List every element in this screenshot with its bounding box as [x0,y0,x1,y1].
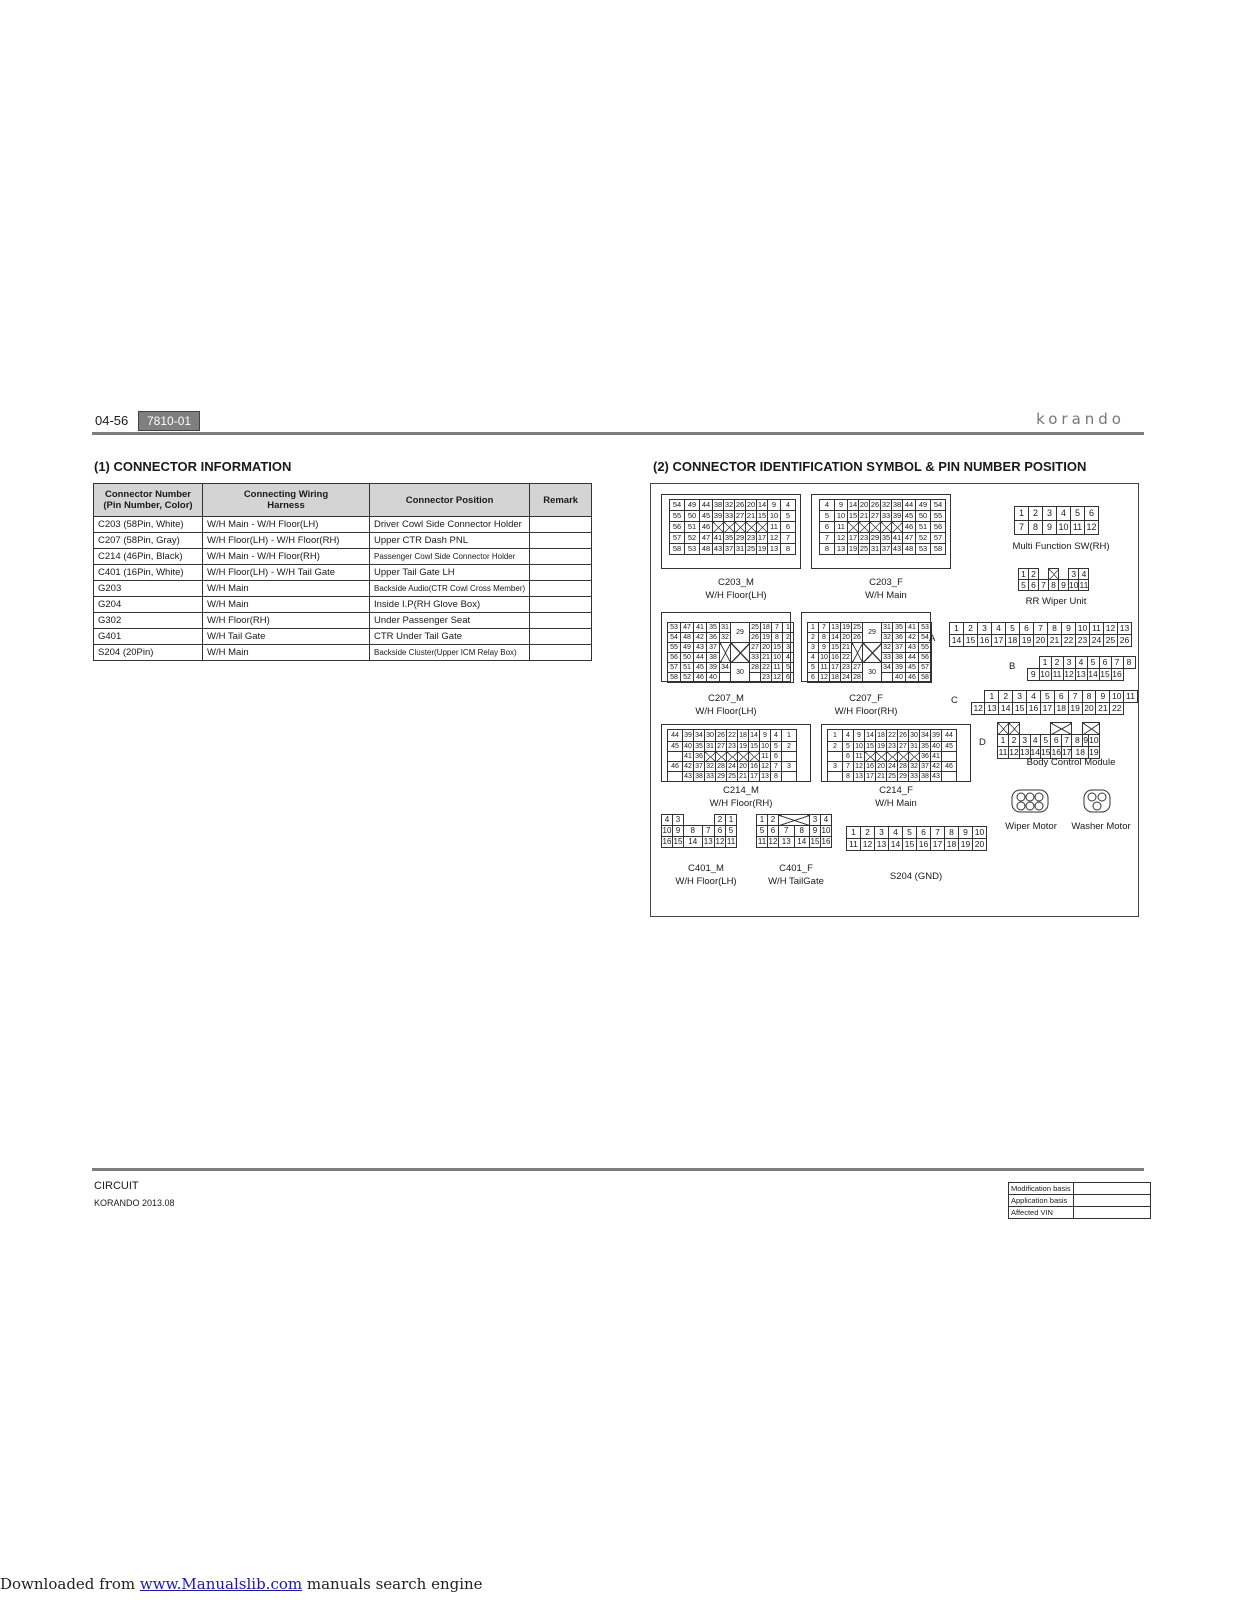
wiper-motor-caption: Wiper Motor [1005,821,1057,832]
cell [1073,1183,1150,1195]
c401f-pin-grid: 1 2 3 4 5 6 7 8 9 10 11 12 13 14 15 16 [757,815,831,846]
mfsw-caption: Multi Function SW(RH) [1012,541,1110,552]
connector-id: C203_F [869,577,903,588]
cell [530,517,592,533]
cell [1073,1195,1150,1207]
cell [530,645,592,661]
cell: W/H Floor(LH) - W/H Tail Gate [203,565,370,581]
col-header: Remark [530,484,592,517]
c214m-caption [696,784,786,810]
cell: Under Passenger Seat [370,613,530,629]
pin-position-title: (2) CONNECTOR IDENTIFICATION SYMBOL & PIN NUMBER POSITION [653,459,1087,474]
cell [530,549,592,565]
rrwiper-pin-grid: 1 2 3 4 5 6 7 8 9 10 11 [1018,568,1089,591]
washer-motor-connector-icon [1083,789,1111,813]
cell: Driver Cowl Side Connector Holder [370,517,530,533]
connector-id: C207_M [708,693,744,704]
harness-name: W/H Floor(RH) [834,706,898,717]
c401f-caption [756,862,836,888]
table-row [94,645,592,661]
c207m-caption [686,692,766,718]
model-date: KORANDO 2013.08 [94,1198,175,1208]
c214f-pin-grid: 1 4 9 14 18 22 26 30 34 39 44 2 5 10 15 19 23 27 31 35 40 45 6 11 36 41 3 7 12 16 20 24 28 32 37 42 46 8 13 17 21 25 29 33 38 43 [827,729,957,782]
table-row [94,517,592,533]
connector-id: C207_F [849,693,883,704]
connector-id: C214_M [723,785,759,796]
c207f-pin-grid: 1 7 13 19 25 29 31 35 41 53 2 8 14 20 26 32 36 42 54 3 9 15 21 32 37 43 55 4 10 16 22 33 38 44 56 5 11 17 23 27 30 34 39 45 57 6 12 18 24 28 40 46 58 [807,622,932,683]
header-rule [92,432,1144,435]
s204-pin-grid: 1 2 3 4 5 6 7 8 9 10 11 12 13 14 15 16 17 18 19 20 [846,826,987,851]
cell: Application basis [1009,1195,1074,1207]
cell: Affected VIN [1009,1207,1074,1219]
cell: G401 [94,629,203,645]
doc-code-badge: 7810-01 [138,411,200,431]
col-header: Connecting Wiring Harness [203,484,370,517]
cell: W/H Main [203,645,370,661]
cell [530,581,592,597]
cell: S204 (20Pin) [94,645,203,661]
table-row [94,533,592,549]
table-row [94,581,592,597]
table-header-row [94,484,592,517]
col-header: Connector Position [370,484,530,517]
cell: C214 (46Pin, Black) [94,549,203,565]
table-row [94,613,592,629]
download-suffix: manuals search engine [302,1575,483,1593]
cell [530,533,592,549]
cell: W/H Main - W/H Floor(LH) [203,517,370,533]
wiper-motor-connector-icon [1011,789,1049,813]
harness-name: W/H TailGate [768,876,824,887]
brand-logo: korando [1036,410,1125,428]
table-row [1009,1207,1151,1219]
mfsw-pin-grid: 1 2 3 4 5 6 7 8 9 10 11 12 [1014,506,1099,535]
cell: Inside I.P(RH Glove Box) [370,597,530,613]
table-row [94,565,592,581]
bcm-row-label-d: D [979,737,986,748]
download-prefix: Downloaded from [0,1575,140,1593]
cell: Passenger Cowl Side Connector Holder [370,549,530,565]
cell: W/H Tail Gate [203,629,370,645]
cell: C401 (16Pin, White) [94,565,203,581]
harness-name: W/H Main [865,590,907,601]
cell: W/H Main - W/H Floor(RH) [203,549,370,565]
cell: W/H Floor(RH) [203,613,370,629]
harness-name: W/H Floor(LH) [675,876,737,887]
harness-name: W/H Floor(RH) [709,798,773,809]
cell: G204 [94,597,203,613]
harness-name: W/H Floor(LH) [695,706,757,717]
bcm-row-label-b: B [1009,661,1016,672]
s204-caption: S204 (GND) [889,871,943,882]
c401m-pin-grid: 4 3 2 1 10 9 8 7 6 5 16 15 14 13 12 11 [662,815,736,846]
cell [530,597,592,613]
cell: W/H Main [203,597,370,613]
cell: Backside Cluster(Upper ICM Relay Box) [370,645,530,661]
cell: W/H Main [203,581,370,597]
page-number: 04-56 [95,413,129,428]
cell: C203 (58Pin, White) [94,517,203,533]
bcm-b-pin-grid: 1 2 3 4 5 6 7 8 9 10 11 12 13 14 15 16 [1027,656,1136,681]
harness-name: W/H Floor(LH) [705,590,767,601]
cell: G203 [94,581,203,597]
table-row [94,549,592,565]
bcm-c-pin-grid: 1 2 3 4 5 6 7 8 9 10 11 12 13 14 15 16 17 18 19 20 21 22 [971,690,1138,715]
washer-motor-caption: Washer Motor [1071,821,1131,832]
cell: CTR Under Tail Gate [370,629,530,645]
connector-id: C401_F [779,863,813,874]
cell: Upper Tail Gate LH [370,565,530,581]
table-row [1009,1183,1151,1195]
table-row [1009,1195,1151,1207]
table-row [94,597,592,613]
cell: Upper CTR Dash PNL [370,533,530,549]
download-banner [0,1575,483,1593]
c203m-caption [696,576,776,602]
cell: C207 (58Pin, Gray) [94,533,203,549]
bcm-caption: Body Control Module [1026,757,1116,768]
c207m-pin-grid: 53 47 41 35 31 29 25 18 7 1 54 48 42 36 32 26 19 8 2 55 49 43 37 27 20 15 3 56 50 44 38 33 21 10 4 57 51 45 39 34 30 28 22 11 5 58 52 46 40 23 12 6 [667,622,794,683]
manualslib-link[interactable]: www.Manualslib.com [139,1575,303,1593]
modification-info-table [1008,1182,1151,1219]
section-label: CIRCUIT [94,1180,139,1192]
bcm-row-label-a: A [929,633,936,644]
bcm-d-pin-grid: 1 2 3 4 5 6 7 8 9 10 11 12 13 14 15 16 17 18 19 [997,722,1100,759]
connector-table [93,483,592,661]
harness-name: W/H Main [875,798,917,809]
c203f-caption [846,576,926,602]
connector-id: C214_F [879,785,913,796]
cell [530,613,592,629]
connector-info-title: (1) CONNECTOR INFORMATION [94,459,292,474]
c203m-pin-grid: 54 49 44 38 32 26 20 14 9 4 55 50 45 39 33 27 21 15 10 5 56 51 46 11 6 57 52 47 41 35 29 23 17 12 7 58 53 48 43 37 31 25 19 13 8 [669,499,796,555]
cell [530,629,592,645]
rrwiper-caption: RR Wiper Unit [1025,596,1087,607]
cell: G302 [94,613,203,629]
c401m-caption [666,862,746,888]
col-header: Connector Number (Pin Number, Color) [94,484,203,517]
cell [530,565,592,581]
c214m-pin-grid: 44 39 34 30 26 22 18 14 9 4 1 45 40 35 31 27 23 19 15 10 5 2 41 36 11 6 46 42 37 32 28 24 20 16 12 7 3 43 38 33 29 25 21 17 13 8 [667,729,797,782]
c214f-caption [856,784,936,810]
cell: W/H Floor(LH) - W/H Floor(RH) [203,533,370,549]
table-row [94,629,592,645]
c203f-pin-grid: 4 9 14 20 26 32 38 44 49 54 5 10 15 21 27 33 39 45 50 55 6 11 46 51 56 7 12 17 23 29 35 41 47 52 57 8 13 19 25 31 37 43 48 53 58 [819,499,946,555]
cell: Modification basis [1009,1183,1074,1195]
connector-id: C401_M [688,863,724,874]
c207f-caption [821,692,911,718]
footer-rule [92,1168,1144,1171]
cell [1073,1207,1150,1219]
connector-diagram-panel [650,483,1139,917]
connector-id: C203_M [718,577,754,588]
cell: Backside Audio(CTR Cowl Cross Member) [370,581,530,597]
bcm-a-pin-grid: 1 2 3 4 5 6 7 8 9 10 11 12 13 14 15 16 17 18 19 20 21 22 23 24 25 26 [949,622,1132,647]
bcm-row-label-c: C [951,695,958,706]
